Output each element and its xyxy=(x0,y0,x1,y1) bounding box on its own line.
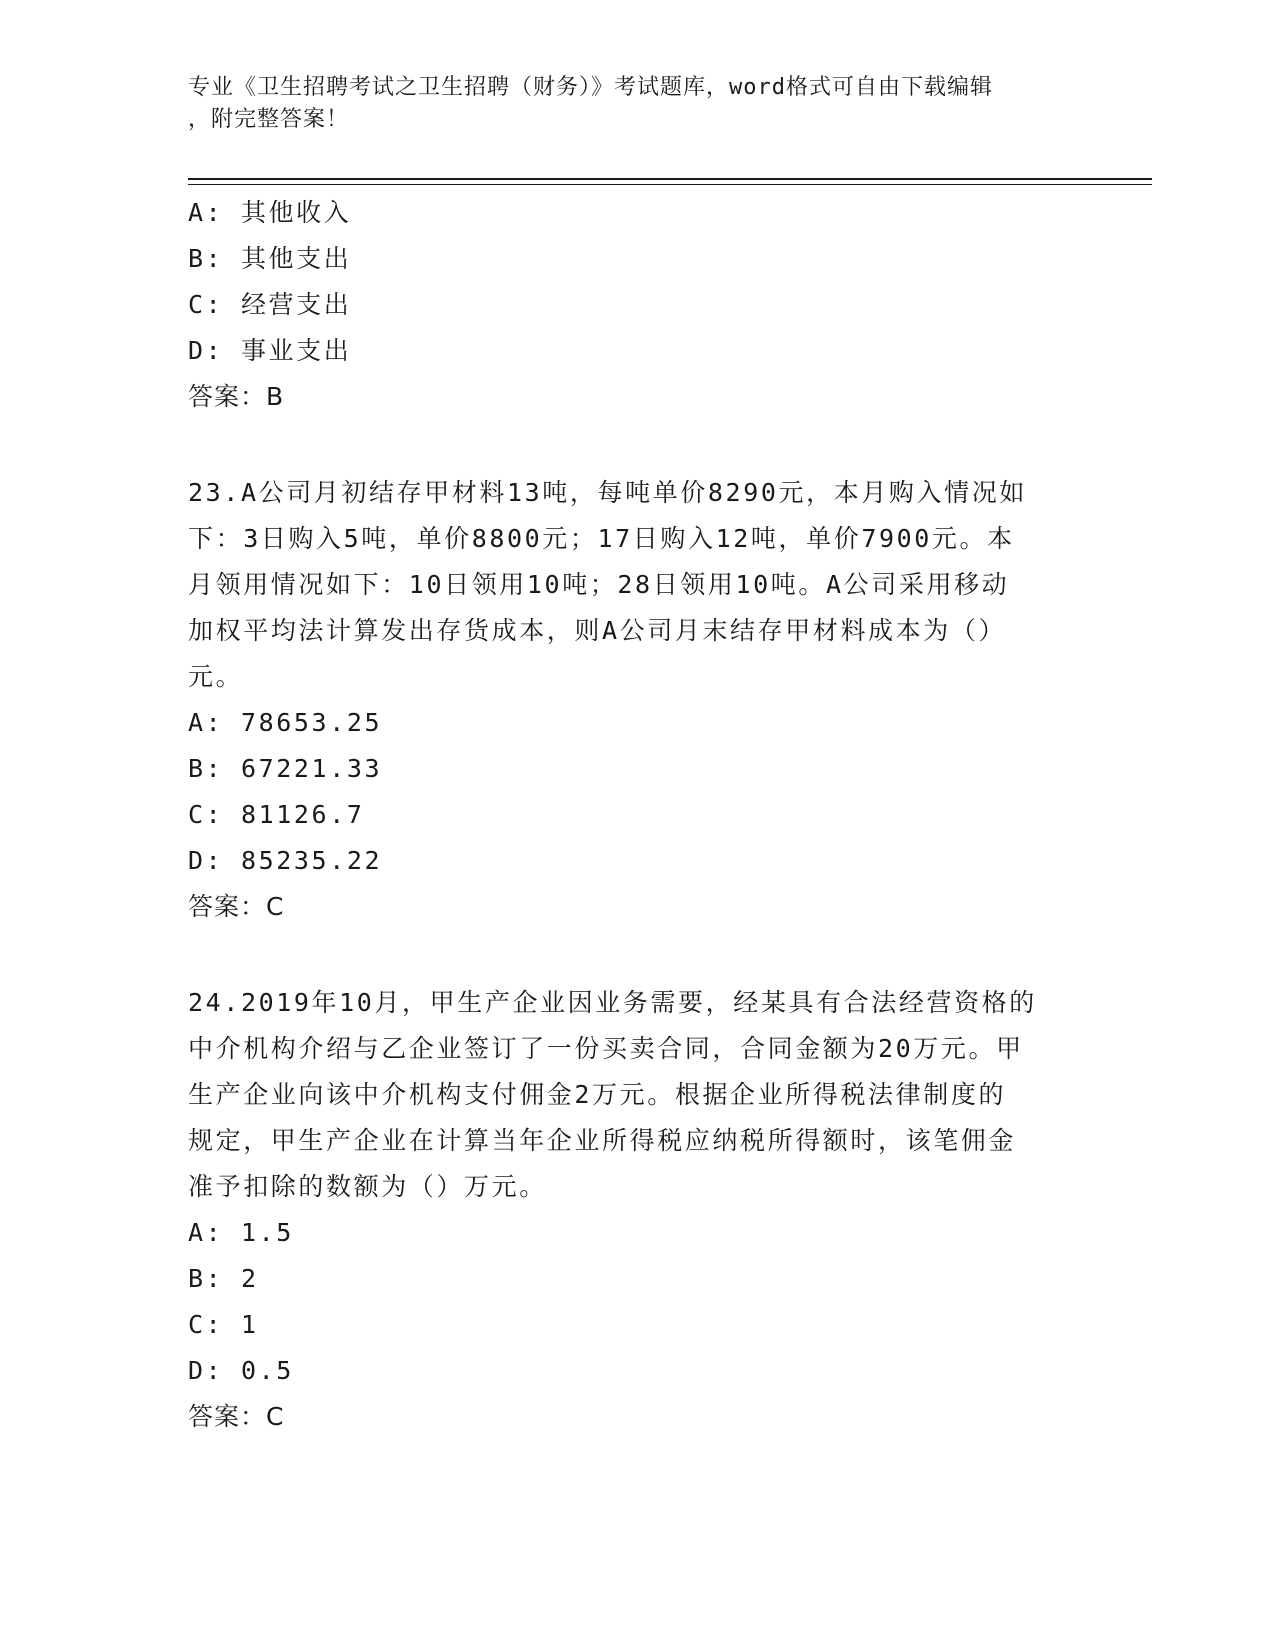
question-24 xyxy=(188,980,1088,1440)
option-a: A: 1.5 xyxy=(188,1218,294,1247)
question-text-line: 24.2019年10月，甲生产企业因业务需要，经某具有合法经营资格的 xyxy=(188,988,1037,1017)
option-d: D: 0.5 xyxy=(188,1356,294,1385)
option-b: B: 其他支出 xyxy=(188,244,352,273)
question-text-line: 中介机构介绍与乙企业签订了一份买卖合同，合同金额为20万元。甲 xyxy=(188,1034,1024,1063)
option-d: D: 85235.22 xyxy=(188,846,383,875)
question-22-options xyxy=(188,190,1088,420)
document-header xyxy=(188,72,1068,136)
question-text-line: 元。 xyxy=(188,662,244,691)
question-23 xyxy=(188,470,1088,930)
question-content xyxy=(188,190,1088,1440)
question-text-line: 23.A公司月初结存甲材料13吨，每吨单价8290元，本月购入情况如 xyxy=(188,478,1027,507)
option-a: A: 78653.25 xyxy=(188,708,383,737)
question-text-line: 月领用情况如下：10日领用10吨；28日领用10吨。A公司采用移动 xyxy=(188,570,1010,599)
option-c: C: 81126.7 xyxy=(188,800,365,829)
question-text-line: 加权平均法计算发出存货成本，则A公司月末结存甲材料成本为（） xyxy=(188,616,1007,645)
option-b: B: 67221.33 xyxy=(188,754,383,783)
answer: 答案：B xyxy=(188,382,285,411)
option-b: B: 2 xyxy=(188,1264,259,1293)
option-c: C: 1 xyxy=(188,1310,259,1339)
question-text-line: 下：3日购入5吨，单价8800元；17日购入12吨，单价7900元。本 xyxy=(188,524,1015,553)
header-line-1: 专业《卫生招聘考试之卫生招聘（财务）》考试题库，word格式可自由下载编辑 xyxy=(188,75,993,100)
answer: 答案：C xyxy=(188,1402,285,1431)
spacer xyxy=(188,420,1088,470)
question-text-line: 准予扣除的数额为（）万元。 xyxy=(188,1172,547,1201)
header-line-2: ，附完整答案！ xyxy=(188,107,350,132)
question-text-line: 生产企业向该中介机构支付佣金2万元。根据企业所得税法律制度的 xyxy=(188,1080,1007,1109)
header-rule-top xyxy=(188,178,1152,180)
answer: 答案：C xyxy=(188,892,285,921)
option-c: C: 经营支出 xyxy=(188,290,352,319)
spacer xyxy=(188,930,1088,980)
option-a: A: 其他收入 xyxy=(188,198,352,227)
question-text-line: 规定，甲生产企业在计算当年企业所得税应纳税所得额时，该笔佣金 xyxy=(188,1126,1017,1155)
option-d: D: 事业支出 xyxy=(188,336,352,365)
header-rule-bottom xyxy=(188,184,1152,185)
